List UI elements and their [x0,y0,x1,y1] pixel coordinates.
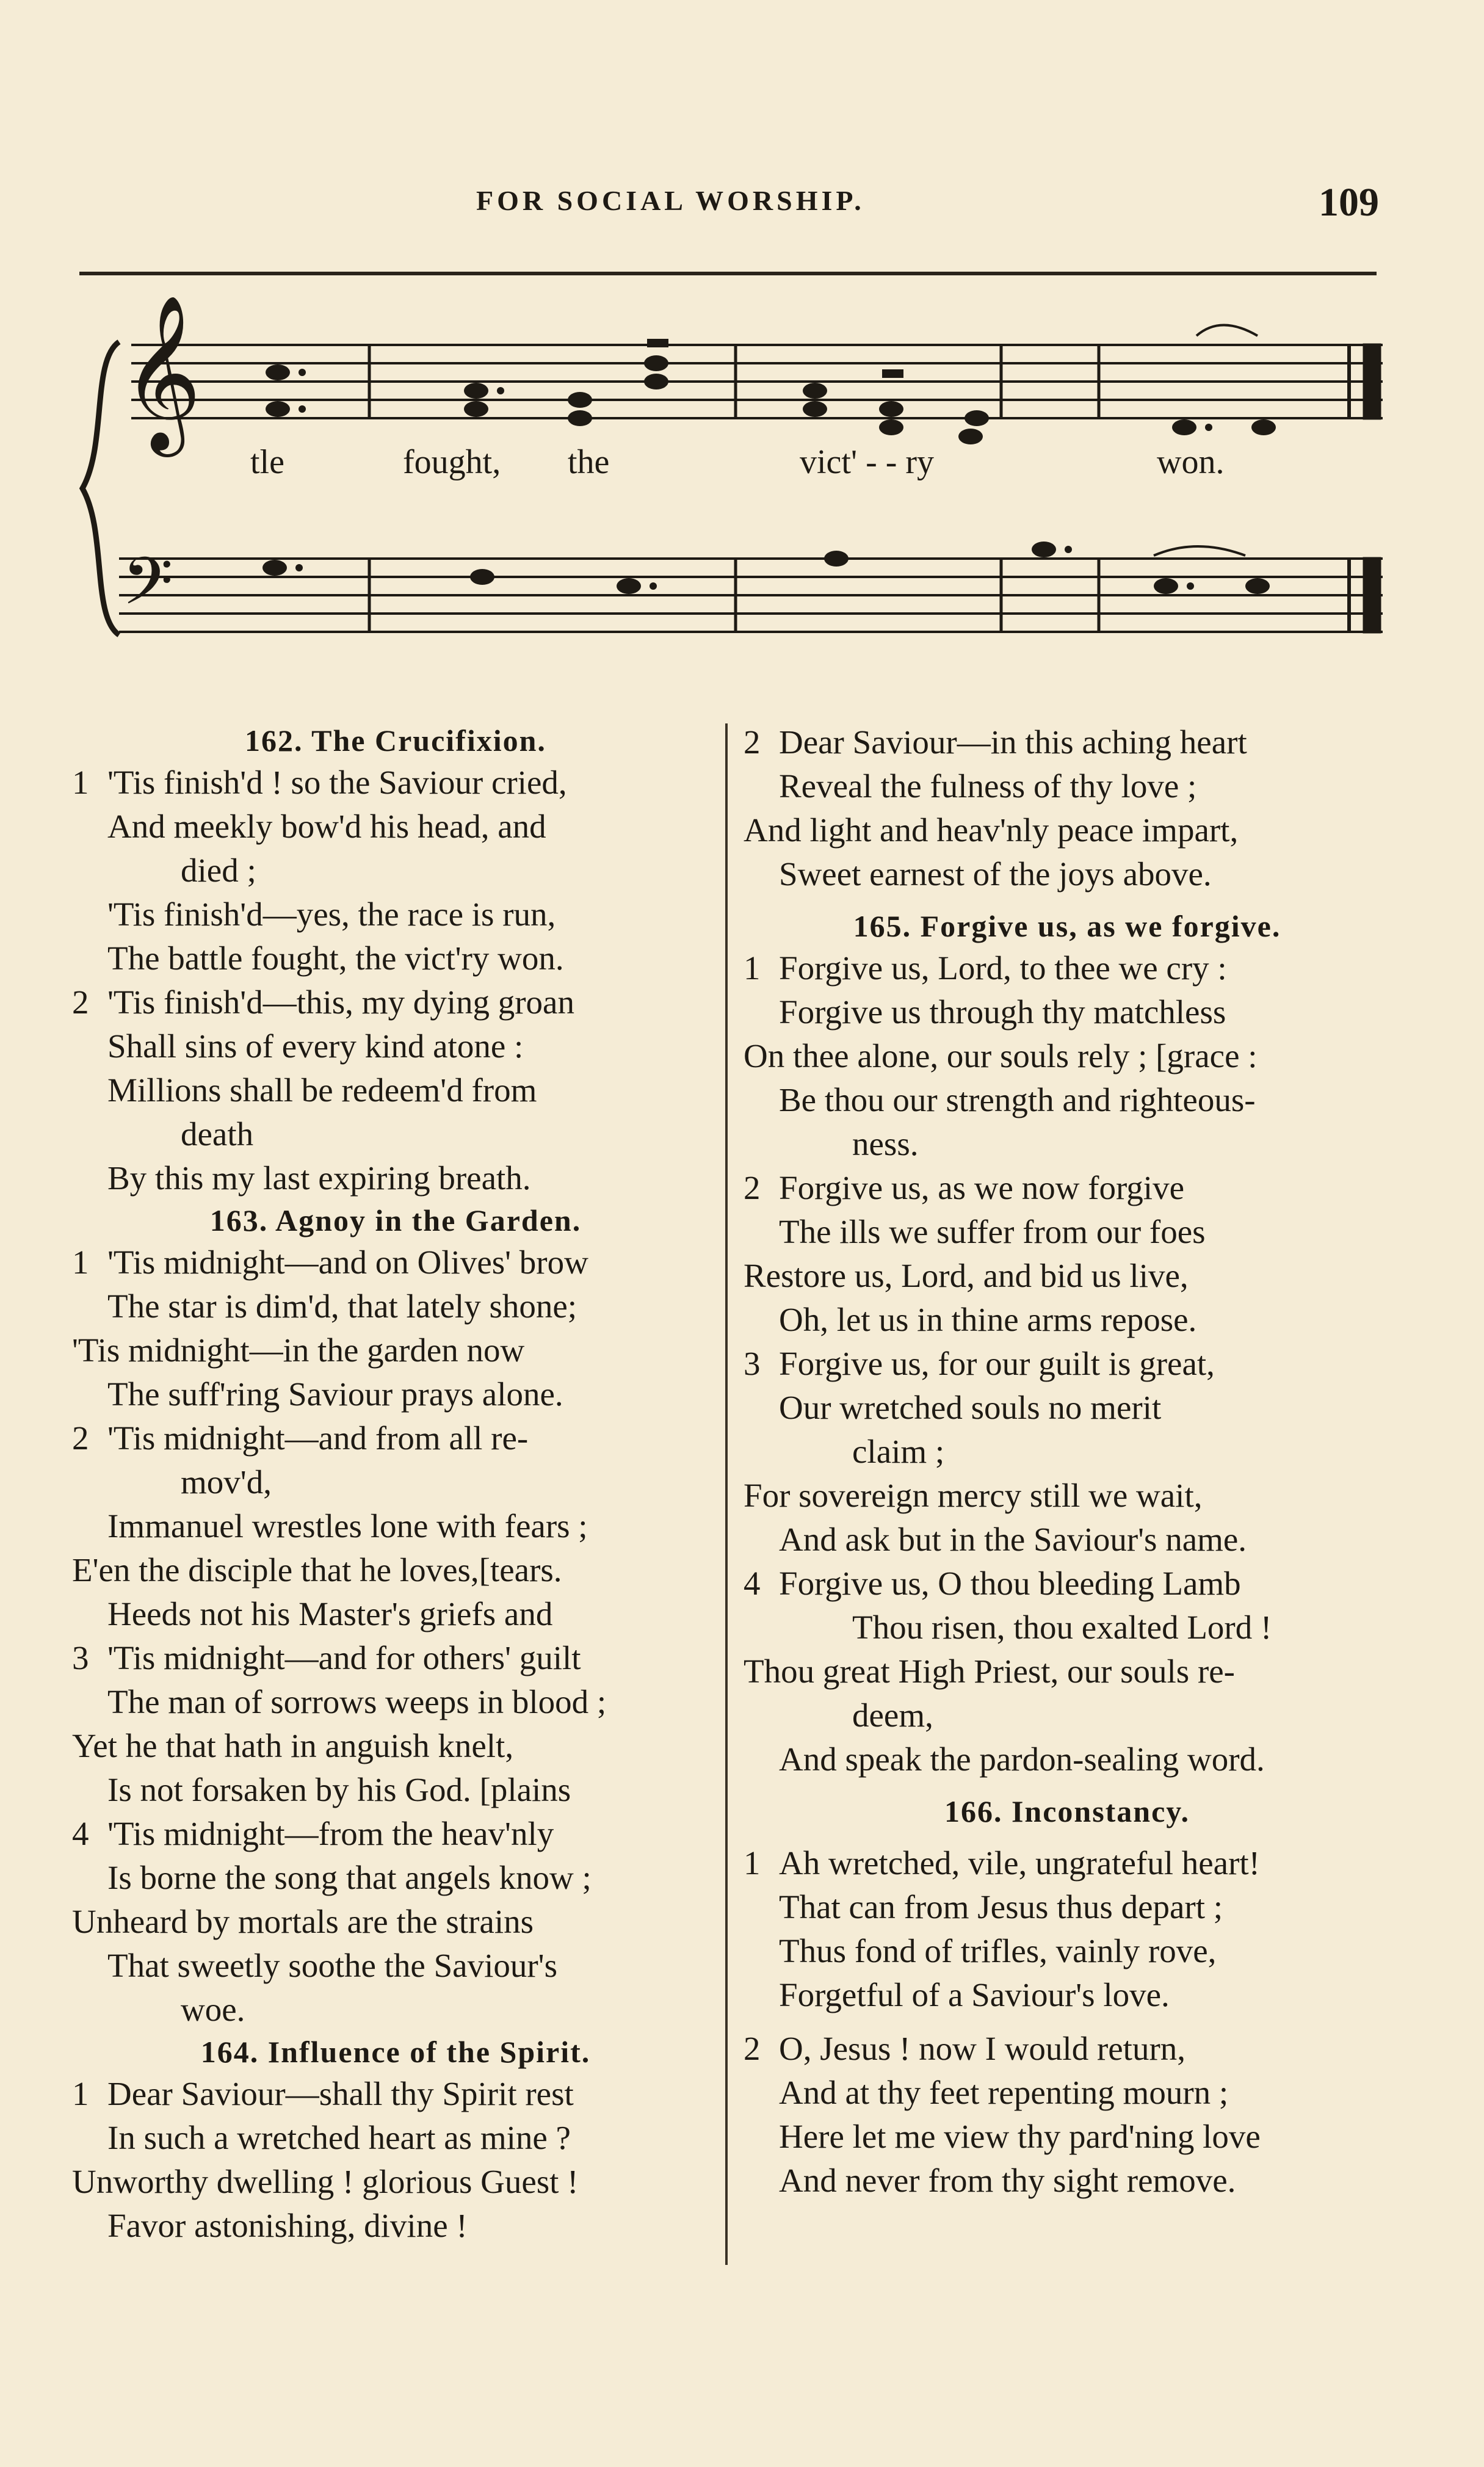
verse-line: And at thy feet repenting mourn ; [779,2074,1229,2111]
verse-line: Unheard by mortals are the strains [72,1903,534,1940]
right-column [744,720,1391,2203]
verse-number: 1 [72,1244,89,1281]
lyric-syllable: fought, [403,443,501,481]
verse-line: 1 'Tis midnight—and on Olives' brow [72,1241,719,1284]
verse-line: death [181,1115,254,1153]
verse-line: 3 Forgive us, for our guilt is great, [744,1342,1391,1386]
verse-line: That sweetly soothe the Saviour's [107,1947,557,1984]
hymn-title: 165. Forgive us, as we forgive. [853,909,1281,943]
lyric-syllable: vict' - - ry [800,443,935,481]
verse-line: ness. [852,1125,919,1162]
verse-line: The star is dim'd, that lately shone; [107,1288,577,1325]
hymn-title: 162. The Crucifixion. [245,723,546,758]
verse-line: Restore us, Lord, and bid us live, [744,1257,1189,1294]
verse-line: Is borne the song that angels know ; [107,1859,592,1896]
verse-line: Favor astonishing, divine ! [107,2207,468,2244]
bar-lines [369,345,1380,632]
verse-line: 1 'Tis finish'd ! so the Saviour cried, [72,761,719,805]
system-brace [82,342,119,635]
verse-line: Immanuel wrestles lone with fears ; [107,1507,588,1545]
verse-line: The ills we suffer from our foes [779,1213,1206,1250]
verse-line: 'Tis finish'd—yes, the race is run, [107,896,556,933]
verse-line: Shall sins of every kind atone : [107,1027,524,1065]
verse-line: Our wretched souls no merit [779,1389,1162,1426]
verse-line: Is not forsaken by his God. [plains [107,1771,571,1808]
verse-line: Here let me view thy pard'ning love [779,2118,1261,2155]
verse-number: 3 [744,1345,761,1382]
verse-line: 'Tis midnight—in the garden now [72,1331,525,1369]
running-head [0,180,1484,227]
verse-number: 1 [744,1844,761,1882]
verse-line: Be thou our strength and righteous- [779,1081,1256,1118]
treble-clef: 𝄞 [122,294,202,450]
verse-line: And light and heav'nly peace impart, [744,811,1239,849]
verse-line: Millions shall be redeem'd from [107,1071,537,1109]
verse-line: Thou risen, thou exalted Lord ! [852,1609,1272,1646]
verse-number: 1 [72,2075,89,2112]
verse-line: And meekly bow'd his head, and [107,808,546,845]
bass-staff [119,559,1383,632]
column-divider [725,723,728,2265]
verse-line: died ; [181,852,256,889]
verse-line: 1 Forgive us, Lord, to thee we cry : [744,946,1391,990]
hymn-title: 163. Agnoy in the Garden. [209,1203,582,1237]
verse-line: And ask but in the Saviour's name. [779,1521,1247,1558]
verse-line: 2 Forgive us, as we now forgive [744,1166,1391,1210]
verse-line: 4 Forgive us, O thou bleeding Lamb [744,1562,1391,1606]
verse-line: woe. [181,1991,245,2028]
verse-number: 2 [744,2030,761,2067]
music-score [0,287,1484,702]
treble-staff [131,345,1383,418]
verse-line: By this my last expiring breath. [107,1159,531,1197]
verse-number: 1 [72,764,89,801]
verse-line: On thee alone, our souls rely ; [grace : [744,1037,1258,1074]
verse-line: mov'd, [181,1463,272,1501]
verse-line: 2 'Tis finish'd—this, my dying groan [72,980,719,1024]
treble-notes [266,339,1276,444]
lyric-syllable: the [568,443,610,481]
bass-notes [262,542,1270,594]
verse-line: deem, [852,1697,933,1734]
header-rule [79,272,1377,275]
verse-line: 1 Ah wretched, vile, ungrateful heart! [744,1841,1391,1885]
verse-number: 4 [744,1565,761,1602]
verse-line: And speak the pardon-sealing word. [779,1741,1265,1778]
verse-line: 2 'Tis midnight—and from all re- [72,1416,719,1460]
verse-line: Oh, let us in thine arms repose. [779,1301,1197,1338]
verse-number: 3 [72,1639,89,1676]
verse-line: 4 'Tis midnight—from the heav'nly [72,1812,719,1856]
lyric-syllable: won. [1157,443,1225,481]
left-column [72,720,719,2248]
verse-line: Thou great High Priest, our souls re- [744,1653,1235,1690]
verse-line: 2 O, Jesus ! now I would return, [744,2027,1391,2071]
verse-line: And never from thy sight remove. [779,2162,1236,2199]
verse-line: Unworthy dwelling ! glorious Guest ! [72,2163,579,2200]
verse-line: 3 'Tis midnight—and for others' guilt [72,1636,719,1680]
verse-line: claim ; [852,1433,945,1470]
verse-number: 4 [72,1815,89,1852]
verse-number: 2 [72,1419,89,1457]
verse-line: The suff'ring Saviour prays alone. [107,1375,563,1413]
verse-number: 2 [744,723,761,761]
hymn-title: 166. Inconstancy. [944,1794,1190,1828]
running-head-title: FOR SOCIAL WORSHIP. [476,185,865,216]
verse-number: 1 [744,949,761,987]
treble-tie [1196,325,1258,336]
verse-line: The man of sorrows weeps in blood ; [107,1683,607,1720]
verse-line: Reveal the fulness of thy love ; [779,767,1197,805]
bass-clef: 𝄢 [122,543,173,636]
verse-line: In such a wretched heart as mine ? [107,2119,571,2156]
verse-line: Forgive us through thy matchless [779,993,1226,1031]
lyric-syllable: tle [250,443,284,481]
verse-line: 1 Dear Saviour—shall thy Spirit rest [72,2072,719,2116]
verse-line: That can from Jesus thus depart ; [779,1888,1223,1925]
verse-line: 2 Dear Saviour—in this aching heart [744,720,1391,764]
verse-line: Forgetful of a Saviour's love. [779,1976,1170,2013]
verse-line: Heeds not his Master's griefs and [107,1595,553,1632]
verse-line: Yet he that hath in anguish knelt, [72,1727,514,1764]
verse-line: Sweet earnest of the joys above. [779,855,1212,893]
verse-number: 2 [72,984,89,1021]
bass-tie [1154,546,1245,556]
hymn-title: 164. Influence of the Spirit. [200,2035,591,2069]
verse-line: Thus fond of trifles, vainly rove, [779,1932,1217,1969]
page-number: 109 [1319,180,1379,225]
verse-line: The battle fought, the vict'ry won. [107,940,564,977]
verse-line: E'en the disciple that he loves,[tears. [72,1551,562,1589]
verse-line: For sovereign mercy still we wait, [744,1477,1203,1514]
verse-number: 2 [744,1169,761,1206]
